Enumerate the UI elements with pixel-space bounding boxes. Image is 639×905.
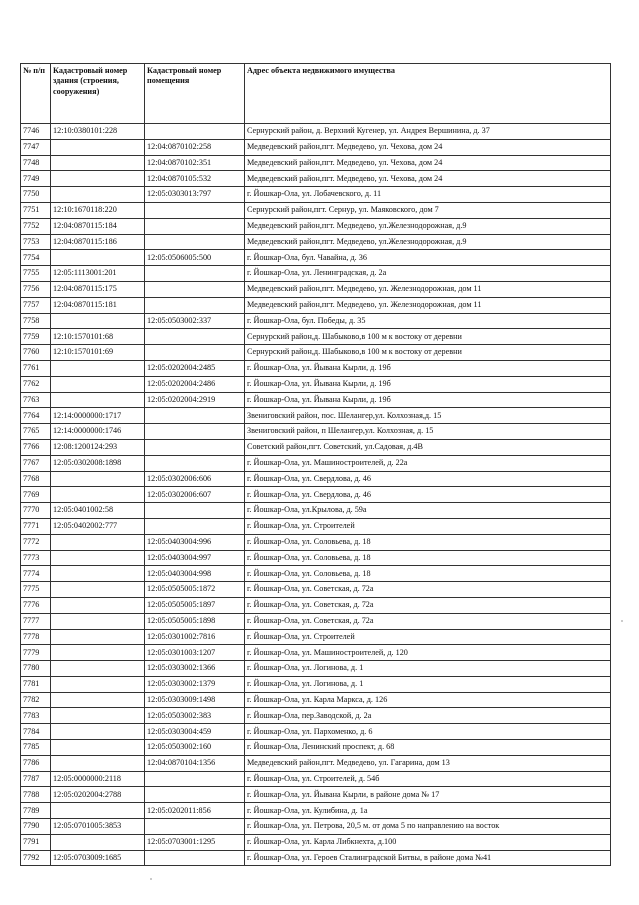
row-number-cell: 7771 [21,518,51,534]
address-cell: г. Йошкар-Ола, ул. Карла Либкнехта, д.100 [245,834,611,850]
address-cell: Сернурский район,д. Шабыково,в 100 м к востоку от деревни [245,329,611,345]
address-cell: г. Йошкар-Ола, ул. Свердлова, д. 46 [245,487,611,503]
table-row [21,329,611,345]
building-cadastral-cell [51,692,145,708]
building-cadastral-cell [51,360,145,376]
row-number-cell: 7752 [21,218,51,234]
row-number-cell: 7760 [21,345,51,361]
table-row [21,360,611,376]
address-cell: г. Йошкар-Ола, ул. Соловьева, д. 18 [245,566,611,582]
building-cadastral-cell [51,629,145,645]
room-cadastral-cell: 12:05:0202004:2485 [145,360,245,376]
document-page [20,63,610,866]
address-cell: Звениговский район, пос. Шелангер,ул. Колхозная,д. 15 [245,408,611,424]
table-row [21,645,611,661]
row-number-cell: 7788 [21,787,51,803]
row-number-cell: 7792 [21,850,51,866]
building-cadastral-cell [51,724,145,740]
table-row [21,139,611,155]
table-row [21,819,611,835]
room-cadastral-cell: 12:05:0505005:1898 [145,613,245,629]
address-cell: Медведевский район,пгт. Медведево, ул.Железнодорожная, д.9 [245,218,611,234]
table-row [21,313,611,329]
building-cadastral-cell [51,582,145,598]
address-cell: г. Йошкар-Ола, ул. Строителей [245,629,611,645]
table-row [21,218,611,234]
table-row [21,566,611,582]
address-cell: г. Йошкар-Ола, ул.Крылова, д. 59а [245,503,611,519]
table-row [21,266,611,282]
address-cell: г. Йошкар-Ола, ул. Советская, д. 72а [245,613,611,629]
room-cadastral-cell [145,218,245,234]
room-cadastral-cell: 12:05:0302006:607 [145,487,245,503]
building-cadastral-cell [51,471,145,487]
row-number-cell: 7757 [21,297,51,313]
room-cadastral-cell [145,787,245,803]
address-cell: Медведевский район,пгт. Медведево, ул. Чехова, дом 24 [245,139,611,155]
table-row [21,281,611,297]
room-cadastral-cell: 12:05:0403004:998 [145,566,245,582]
table-row [21,202,611,218]
row-number-cell: 7764 [21,408,51,424]
room-cadastral-cell: 12:04:0870102:351 [145,155,245,171]
row-number-cell: 7770 [21,503,51,519]
room-cadastral-cell: 12:04:0870105:532 [145,171,245,187]
row-number-cell: 7782 [21,692,51,708]
row-number-cell: 7751 [21,202,51,218]
building-cadastral-cell: 12:04:0870115:175 [51,281,145,297]
address-cell: Звениговский район, п Шелангер,ул. Колхозная, д. 15 [245,424,611,440]
table-row [21,582,611,598]
building-cadastral-cell: 12:10:1670118:220 [51,202,145,218]
room-cadastral-cell: 12:05:0703001:1295 [145,834,245,850]
room-cadastral-cell [145,439,245,455]
building-cadastral-cell [51,550,145,566]
address-cell: Сернурский район,пгт. Сернур, ул. Маяковского, дом 7 [245,202,611,218]
table-body [21,124,611,866]
table-row [21,155,611,171]
table-row [21,234,611,250]
table-row [21,455,611,471]
row-number-cell: 7787 [21,771,51,787]
row-number-cell: 7747 [21,139,51,155]
building-cadastral-cell: 12:14:0000000:1746 [51,424,145,440]
room-cadastral-cell: 12:05:0505005:1897 [145,597,245,613]
table-row [21,550,611,566]
building-cadastral-cell [51,661,145,677]
table-header [21,64,611,124]
row-number-cell: 7784 [21,724,51,740]
building-cadastral-cell [51,155,145,171]
room-cadastral-cell [145,771,245,787]
table-row [21,471,611,487]
building-cadastral-cell [51,803,145,819]
room-cadastral-cell [145,424,245,440]
room-cadastral-cell [145,266,245,282]
building-cadastral-cell [51,708,145,724]
address-cell: г. Йошкар-Ола, ул. Пархоменко, д. 6 [245,724,611,740]
address-cell: Медведевский район,пгт. Медведево, ул. Гагарина, дом 13 [245,755,611,771]
address-cell: г. Йошкар-Ола, ул. Строителей, д. 54б [245,771,611,787]
table-row [21,518,611,534]
room-cadastral-cell: 12:05:0303002:1366 [145,661,245,677]
row-number-cell: 7748 [21,155,51,171]
row-number-cell: 7746 [21,124,51,140]
row-number-cell: 7765 [21,424,51,440]
address-cell: г. Йошкар-Ола, ул. Героев Сталинградской Битвы, в районе дома №41 [245,850,611,866]
room-cadastral-cell [145,819,245,835]
room-cadastral-cell [145,234,245,250]
table-row [21,250,611,266]
address-cell: Медведевский район,пгт. Медведево, ул. Чехова, дом 24 [245,171,611,187]
address-cell: г. Йошкар-Ола, бул. Победы, д. 35 [245,313,611,329]
address-cell: г. Йошкар-Ола, ул. Строителей [245,518,611,534]
building-cadastral-cell [51,834,145,850]
room-cadastral-cell: 12:05:0505005:1872 [145,582,245,598]
row-number-cell: 7786 [21,755,51,771]
building-cadastral-cell [51,139,145,155]
header-room-cadastral: Кадастровый номер помещения [145,64,245,124]
table-row [21,629,611,645]
row-number-cell: 7781 [21,676,51,692]
building-cadastral-cell [51,392,145,408]
address-cell: г. Йошкар-Ола, Ленинский проспект, д. 68 [245,740,611,756]
table-row [21,487,611,503]
row-number-cell: 7756 [21,281,51,297]
table-row [21,850,611,866]
room-cadastral-cell: 12:05:0303013:797 [145,187,245,203]
table-row [21,392,611,408]
address-cell: г. Йошкар-Ола, ул. Йывана Кырли, д. 19б [245,376,611,392]
address-cell: г. Йошкар-Ола, пер.Заводской, д. 2а [245,708,611,724]
table-row [21,439,611,455]
row-number-cell: 7763 [21,392,51,408]
building-cadastral-cell [51,597,145,613]
room-cadastral-cell [145,850,245,866]
row-number-cell: 7776 [21,597,51,613]
address-cell: г. Йошкар-Ола, ул. Машиностроителей, д. 22а [245,455,611,471]
row-number-cell: 7780 [21,661,51,677]
room-cadastral-cell: 12:05:0503002:337 [145,313,245,329]
address-cell: Медведевский район,пгт. Медведево, ул. Железнодорожная, дом 11 [245,281,611,297]
address-cell: г. Йошкар-Ола, ул. Свердлова, д. 46 [245,471,611,487]
table-row [21,124,611,140]
row-number-cell: 7774 [21,566,51,582]
building-cadastral-cell: 12:10:1570101:68 [51,329,145,345]
address-cell: Медведевский район,пгт. Медведево, ул. Чехова, дом 24 [245,155,611,171]
table-row [21,661,611,677]
row-number-cell: 7753 [21,234,51,250]
building-cadastral-cell: 12:05:0401002:58 [51,503,145,519]
address-cell: г. Йошкар-Ола, ул. Советская, д. 72а [245,597,611,613]
building-cadastral-cell: 12:14:0000000:1717 [51,408,145,424]
row-number-cell: 7759 [21,329,51,345]
table-row [21,803,611,819]
room-cadastral-cell [145,124,245,140]
room-cadastral-cell: 12:05:0301003:1207 [145,645,245,661]
table-row [21,424,611,440]
row-number-cell: 7785 [21,740,51,756]
room-cadastral-cell [145,345,245,361]
registry-table [20,63,611,866]
table-row [21,534,611,550]
room-cadastral-cell [145,518,245,534]
building-cadastral-cell [51,613,145,629]
row-number-cell: 7779 [21,645,51,661]
table-row [21,187,611,203]
building-cadastral-cell [51,740,145,756]
address-cell: г. Йошкар-Ола, ул. Машиностроителей, д. 120 [245,645,611,661]
row-number-cell: 7762 [21,376,51,392]
building-cadastral-cell: 12:05:0000000:2118 [51,771,145,787]
scan-speck [621,620,623,622]
address-cell: Советский район,пгт. Советский, ул.Садовая, д.4В [245,439,611,455]
room-cadastral-cell: 12:05:0503002:383 [145,708,245,724]
building-cadastral-cell: 12:05:0402002:777 [51,518,145,534]
table-row [21,376,611,392]
room-cadastral-cell [145,455,245,471]
building-cadastral-cell: 12:04:0870115:181 [51,297,145,313]
address-cell: г. Йошкар-Ола, ул. Петрова, 20,5 м. от дома 5 по направлению на восток [245,819,611,835]
address-cell: г. Йошкар-Ола, ул. Лобачевского, д. 11 [245,187,611,203]
building-cadastral-cell [51,487,145,503]
room-cadastral-cell [145,408,245,424]
address-cell: Медведевский район,пгт. Медведево, ул. Железнодорожная, дом 11 [245,297,611,313]
building-cadastral-cell: 12:10:1570101:69 [51,345,145,361]
room-cadastral-cell: 12:05:0202011:856 [145,803,245,819]
header-row [21,64,611,124]
room-cadastral-cell [145,202,245,218]
room-cadastral-cell [145,329,245,345]
room-cadastral-cell: 12:04:0870102:258 [145,139,245,155]
table-row [21,834,611,850]
table-row [21,297,611,313]
building-cadastral-cell: 12:04:0870115:186 [51,234,145,250]
row-number-cell: 7768 [21,471,51,487]
room-cadastral-cell [145,297,245,313]
room-cadastral-cell: 12:04:0870104:1356 [145,755,245,771]
row-number-cell: 7789 [21,803,51,819]
row-number-cell: 7772 [21,534,51,550]
address-cell: Медведевский район,пгт. Медведево, ул.Железнодорожная, д.9 [245,234,611,250]
table-row [21,503,611,519]
address-cell: г. Йошкар-Ола, ул. Йывана Кырли, д. 19б [245,360,611,376]
header-building-cadastral: Кадастровый номер здания (строения, сооружения) [51,64,145,124]
building-cadastral-cell [51,250,145,266]
row-number-cell: 7775 [21,582,51,598]
address-cell: г. Йошкар-Ола, ул. Ленинградская, д. 2а [245,266,611,282]
building-cadastral-cell [51,645,145,661]
room-cadastral-cell: 12:05:0303004:459 [145,724,245,740]
header-address: Адрес объекта недвижимого имущества [245,64,611,124]
table-row [21,613,611,629]
room-cadastral-cell: 12:05:0506005:500 [145,250,245,266]
address-cell: г. Йошкар-Ола, бул. Чавайна, д. 36 [245,250,611,266]
building-cadastral-cell [51,171,145,187]
room-cadastral-cell: 12:05:0403004:997 [145,550,245,566]
address-cell: г. Йошкар-Ола, ул. Логинова, д. 1 [245,676,611,692]
header-number: № п/п [21,64,51,124]
address-cell: г. Йошкар-Ола, ул. Йывана Кырли, д. 19б [245,392,611,408]
row-number-cell: 7755 [21,266,51,282]
room-cadastral-cell: 12:05:0303009:1498 [145,692,245,708]
room-cadastral-cell: 12:05:0202004:2919 [145,392,245,408]
row-number-cell: 7758 [21,313,51,329]
room-cadastral-cell: 12:05:0301002:7816 [145,629,245,645]
row-number-cell: 7749 [21,171,51,187]
address-cell: Сернурский район, д. Верхний Кугенер, ул. Андрея Вершинина, д. 37 [245,124,611,140]
address-cell: г. Йошкар-Ола, ул. Соловьева, д. 18 [245,534,611,550]
building-cadastral-cell: 12:05:0202004:2788 [51,787,145,803]
row-number-cell: 7790 [21,819,51,835]
room-cadastral-cell: 12:05:0503002:160 [145,740,245,756]
room-cadastral-cell: 12:05:0403004:996 [145,534,245,550]
room-cadastral-cell: 12:05:0302006:606 [145,471,245,487]
room-cadastral-cell [145,281,245,297]
table-row [21,692,611,708]
row-number-cell: 7783 [21,708,51,724]
table-row [21,171,611,187]
building-cadastral-cell [51,376,145,392]
table-row [21,740,611,756]
building-cadastral-cell: 12:10:0380101:228 [51,124,145,140]
address-cell: г. Йошкар-Ола, ул. Йывана Кырли, в районе дома № 17 [245,787,611,803]
table-row [21,408,611,424]
table-row [21,771,611,787]
row-number-cell: 7767 [21,455,51,471]
row-number-cell: 7766 [21,439,51,455]
row-number-cell: 7769 [21,487,51,503]
room-cadastral-cell [145,503,245,519]
address-cell: г. Йошкар-Ола, ул. Логинова, д. 1 [245,661,611,677]
building-cadastral-cell: 12:04:0870115:184 [51,218,145,234]
table-row [21,787,611,803]
address-cell: г. Йошкар-Ола, ул. Советская, д. 72а [245,582,611,598]
row-number-cell: 7754 [21,250,51,266]
row-number-cell: 7777 [21,613,51,629]
address-cell: Сернурский район,д. Шабыково,в 100 м к востоку от деревни [245,345,611,361]
table-row [21,597,611,613]
scan-speck [150,878,152,880]
table-row [21,345,611,361]
building-cadastral-cell [51,755,145,771]
address-cell: г. Йошкар-Ола, ул. Соловьева, д. 18 [245,550,611,566]
table-row [21,708,611,724]
building-cadastral-cell [51,313,145,329]
building-cadastral-cell [51,534,145,550]
row-number-cell: 7791 [21,834,51,850]
table-row [21,676,611,692]
building-cadastral-cell [51,566,145,582]
row-number-cell: 7750 [21,187,51,203]
building-cadastral-cell: 12:05:0302008:1898 [51,455,145,471]
row-number-cell: 7778 [21,629,51,645]
building-cadastral-cell: 12:05:0701005:3853 [51,819,145,835]
room-cadastral-cell: 12:05:0202004:2486 [145,376,245,392]
address-cell: г. Йошкар-Ола, ул. Карла Маркса, д. 126 [245,692,611,708]
table-row [21,755,611,771]
room-cadastral-cell: 12:05:0303002:1379 [145,676,245,692]
building-cadastral-cell: 12:05:1113001:201 [51,266,145,282]
building-cadastral-cell [51,676,145,692]
building-cadastral-cell: 12:05:0703009:1685 [51,850,145,866]
building-cadastral-cell [51,187,145,203]
row-number-cell: 7773 [21,550,51,566]
address-cell: г. Йошкар-Ола, ул. Кулибина, д. 1а [245,803,611,819]
row-number-cell: 7761 [21,360,51,376]
table-row [21,724,611,740]
building-cadastral-cell: 12:08:1200124:293 [51,439,145,455]
